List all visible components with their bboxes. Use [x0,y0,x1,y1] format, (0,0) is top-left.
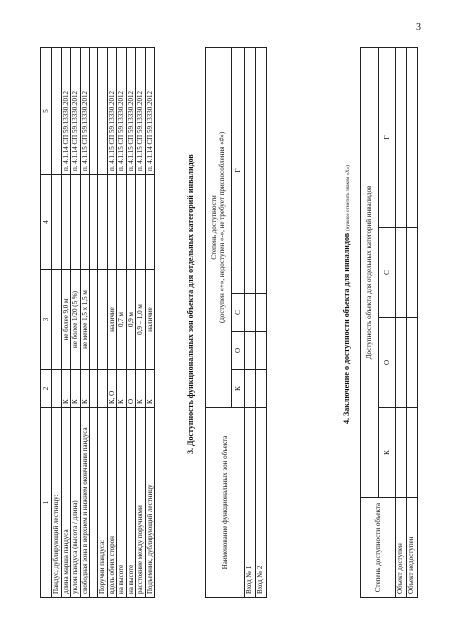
degree-header-title: Степень доступности [209,195,218,260]
mark-cell[interactable] [245,332,256,370]
table-cell-c2: К [71,370,81,408]
category-cell: О [378,318,396,408]
table-row [71,48,81,598]
table-row [117,48,127,598]
table-cell-c1 [90,408,98,598]
table-row [61,48,71,598]
table-cell-c5: п. 4.1.15 СП 59.13330.2012 [117,48,127,175]
table-cell-c4 [126,175,136,270]
mark-cell[interactable] [396,47,407,227]
table-cell-c4 [117,175,127,270]
mark-cell[interactable] [256,47,267,293]
table-row [98,48,108,598]
rotated-content [40,44,420,604]
category-cell: Г [378,47,396,227]
table-cell-c5: п. 4.1.15 СП 59.13330.2012 [126,48,136,175]
table-row [80,48,90,598]
table-cell-c2: К [117,370,127,408]
table-row [396,47,407,597]
table-cell-c3: 0,9 – 1,0 м [136,270,146,370]
mark-cell[interactable] [407,228,418,318]
category-cell: С [231,294,244,332]
table-cell-c2: О [126,370,136,408]
table-cell-c1: вдоль обеих сторон [107,408,117,598]
table-cell-c1: длина марша пандуса [61,408,71,598]
degree-header-note: (доступен «+», недоступен «-», не требует приспособления «#») [218,131,227,324]
header-cell: 4 [41,175,52,270]
table-cell-c1: Подъемник, дублирующий лестницу [145,408,155,598]
category-cell: О [231,332,244,370]
table-cell-c2: К [145,370,155,408]
table-cell-c5 [98,48,108,175]
access-header: Доступность объекта для отдельных категорий инвалидов [361,47,379,497]
functional-zones-table [205,47,267,598]
mark-cell[interactable] [245,47,256,293]
conclusion-label: Объект недоступен [407,498,418,598]
mark-cell[interactable] [396,228,407,318]
conclusion-label: Объект доступен [396,498,407,598]
table-row [52,48,62,598]
table-cell-c2: К [61,370,71,408]
section-4-title [342,165,351,424]
table-header-row [41,48,52,598]
mark-cell[interactable] [407,47,418,227]
table-cell-c1: уклон пандуса (высота / длина) [71,408,81,598]
table-cell-c5: п. 4.1.14 СП 59.13330.2012 [61,48,71,175]
category-cell: К [231,370,244,408]
table-cell-c2: К [136,370,146,408]
table-cell-c3: не более 9,0 м [61,270,71,370]
section-4-title-note: (нужное отметить знаком «X») [346,165,351,231]
category-cell: С [378,228,396,318]
mark-cell[interactable] [407,408,418,498]
table-cell-c3: 0,9 м [126,270,136,370]
table-row [126,48,136,598]
table-cell-c4 [71,175,81,270]
header-cell: 3 [41,270,52,370]
table-cell-c4 [136,175,146,270]
conclusion-table [360,47,418,598]
mark-cell[interactable] [407,318,418,408]
table-cell-c1: на высоте [126,408,136,598]
table-cell-c5: п. 4.1.14 СП 59.13330.2012 [145,48,155,175]
zone-name: Вход № 2 [256,408,267,598]
mark-cell[interactable] [245,294,256,332]
zone-header: Наименование функциональных зон объекта [206,408,245,598]
table-cell-c2: К, О [107,370,117,408]
table-cell-c5: п. 4.1.15 СП 59.13330.2012 [136,48,146,175]
table-row [136,48,146,598]
table-cell-c2: К [80,370,90,408]
section-3-title: 3. Доступность функциональных зон объекта для отдельных категорий инвалидов [186,154,195,454]
table-cell-c4 [107,175,117,270]
table-cell-c5 [52,48,62,175]
table-cell-c5: п. 4.1.15 СП 59.13330.2012 [107,48,117,175]
requirements-table [40,47,155,598]
degree-header: Степень доступности объекта [361,498,396,598]
section-4-title-text: 4. Заключение о доступности объекта для инвалидов [342,232,351,424]
table-cell-c3 [90,270,98,370]
table-cell-c4 [61,175,71,270]
mark-cell[interactable] [256,332,267,370]
table-row [145,48,155,598]
table-cell-c3: наличие [107,270,117,370]
mark-cell[interactable] [256,370,267,408]
table-cell-c3 [52,270,62,370]
table-cell-c4 [90,175,98,270]
table-row [407,47,418,597]
table-cell-c1: свободная зона в верхнем и нижнем окончании пандуса [80,408,90,598]
zone-name: Вход № 1 [245,408,256,598]
table-cell-c3 [98,270,108,370]
table-cell-c4 [80,175,90,270]
mark-cell[interactable] [396,408,407,498]
table-cell-c3: не менее 1,5 x 1,5 м [80,270,90,370]
table-cell-c5 [90,48,98,175]
table-cell-c4 [145,175,155,270]
table-cell-c2 [98,370,108,408]
table-cell-c3: не более 1/20 (5 %) [71,270,81,370]
degree-header [206,47,232,407]
table-cell-c1: Поручни пандуса: [98,408,108,598]
header-cell: 2 [41,370,52,408]
table-cell-c2 [52,370,62,408]
table-cell-c1: расстояние между поручнями [136,408,146,598]
table-cell-c3: 0,7 м [117,270,127,370]
mark-cell[interactable] [245,370,256,408]
mark-cell[interactable] [396,318,407,408]
table-cell-c3: наличие [145,270,155,370]
table-cell-c5: п. 4.1.15 СП 59.13330.2012 [80,48,90,175]
table-cell-c4 [52,175,62,270]
table-cell-c1: Пандус, дублирующий лестницу: [52,408,62,598]
table-cell-c5: п. 4.1.14 СП 59.13330.2012 [71,48,81,175]
table-cell-c1: на высоте [117,408,127,598]
table-row [107,48,117,598]
category-cell: К [378,408,396,498]
page-number: 3 [416,22,421,33]
mark-cell[interactable] [256,294,267,332]
table-row [90,48,98,598]
table-row [245,47,256,597]
table-cell-c2 [90,370,98,408]
category-cell: Г [231,47,244,293]
table-row [256,47,267,597]
table-cell-c4 [98,175,108,270]
header-cell: 1 [41,408,52,598]
header-cell: 5 [41,48,52,175]
